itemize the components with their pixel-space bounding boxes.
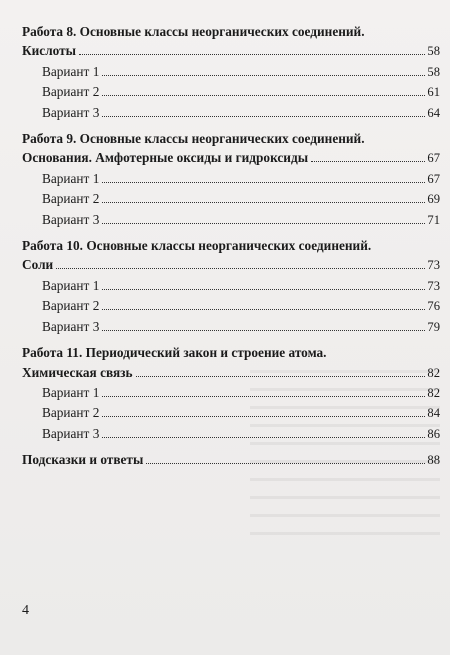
toc-variant-label: Вариант 3 — [42, 425, 100, 441]
toc-variant-label: Вариант 2 — [42, 191, 100, 207]
toc-page-number: 76 — [427, 299, 440, 314]
toc-heading-line[interactable] — [22, 129, 440, 148]
toc-variant-label: Вариант 2 — [42, 405, 100, 421]
dot-leader — [102, 95, 425, 96]
toc-heading-text: Работа 11. Периодический закон и строение атома. — [22, 345, 327, 361]
toc-heading-line[interactable] — [22, 255, 440, 275]
dot-leader — [102, 289, 425, 290]
toc-heading-line[interactable] — [22, 343, 440, 362]
dot-leader — [102, 396, 425, 397]
toc-heading-line[interactable] — [22, 41, 440, 61]
toc-variant-line[interactable] — [22, 62, 440, 82]
toc-page-number: 67 — [427, 171, 440, 186]
toc-variant-label: Вариант 1 — [42, 63, 100, 79]
toc-page-number: 82 — [427, 365, 440, 380]
toc-page-number: 61 — [427, 85, 440, 100]
toc-section — [22, 236, 440, 337]
toc-heading-text: Кислоты — [22, 43, 77, 59]
toc-heading-text: Работа 10. Основные классы неорганических соединений. — [22, 238, 372, 254]
toc-section — [22, 343, 440, 444]
toc-page-number: 71 — [427, 212, 440, 227]
toc-page-number: 67 — [427, 151, 440, 166]
toc-variant-line[interactable] — [22, 424, 440, 444]
toc-variant-label: Вариант 3 — [42, 211, 100, 227]
dot-leader — [102, 182, 425, 183]
dot-leader — [102, 330, 425, 331]
toc-variant-label: Вариант 2 — [42, 298, 100, 314]
page-number: 4 — [22, 603, 29, 618]
toc-variant-line[interactable] — [22, 169, 440, 189]
dot-leader — [102, 75, 425, 76]
toc-variant-label: Вариант 1 — [42, 170, 100, 186]
toc-section — [22, 129, 440, 230]
toc-page-number: 84 — [427, 406, 440, 421]
toc-page-number: 58 — [427, 64, 440, 79]
toc-variant-line[interactable] — [22, 189, 440, 209]
toc-page-number: 69 — [427, 192, 440, 207]
toc-variant-line[interactable] — [22, 82, 440, 102]
dot-leader — [102, 223, 425, 224]
toc-page-number: 82 — [427, 385, 440, 400]
toc-variant-label: Вариант 3 — [42, 104, 100, 120]
toc-variant-line[interactable] — [22, 210, 440, 230]
toc-variant-line[interactable] — [22, 103, 440, 123]
toc-variant-line[interactable] — [22, 317, 440, 337]
dot-leader — [102, 116, 425, 117]
toc-heading-line[interactable] — [22, 148, 440, 168]
toc-variant-label: Вариант 1 — [42, 277, 100, 293]
dot-leader — [102, 202, 425, 203]
toc-heading-line[interactable] — [22, 450, 440, 470]
toc-heading-text: Работа 8. Основные классы неорганических соединений. — [22, 24, 365, 39]
dot-leader — [102, 416, 425, 417]
table-of-contents — [22, 22, 440, 477]
toc-heading-text: Соли — [22, 257, 54, 273]
toc-variant-line[interactable] — [22, 383, 440, 403]
toc-heading-text: Основания. Амфотерные оксиды и гидроксиды — [22, 150, 309, 166]
dot-leader — [56, 268, 425, 269]
dot-leader — [102, 437, 425, 438]
toc-page-number: 73 — [427, 258, 440, 273]
toc-heading-line[interactable] — [22, 22, 440, 41]
toc-page-number: 73 — [427, 278, 440, 293]
toc-page-number: 64 — [427, 105, 440, 120]
toc-heading-text: Химическая связь — [22, 364, 133, 380]
dot-leader — [136, 376, 426, 377]
toc-page-number: 86 — [427, 426, 440, 441]
dot-leader — [102, 309, 425, 310]
toc-variant-label: Вариант 3 — [42, 318, 100, 334]
toc-variant-line[interactable] — [22, 276, 440, 296]
toc-page-number: 58 — [427, 44, 440, 59]
toc-variant-line[interactable] — [22, 296, 440, 316]
toc-heading-line[interactable] — [22, 236, 440, 255]
toc-section — [22, 22, 440, 123]
dot-leader — [146, 463, 425, 464]
toc-variant-label: Вариант 2 — [42, 84, 100, 100]
toc-variant-line[interactable] — [22, 403, 440, 423]
toc-page-number: 88 — [427, 453, 440, 468]
dot-leader — [311, 161, 425, 162]
dot-leader — [79, 54, 425, 55]
toc-page-number: 79 — [427, 319, 440, 334]
toc-heading-text: Работа 9. Основные классы неорганических соединений. — [22, 131, 365, 147]
toc-heading-text: Подсказки и ответы — [22, 452, 144, 468]
toc-variant-label: Вариант 1 — [42, 384, 100, 400]
toc-heading-line[interactable] — [22, 363, 440, 383]
toc-section — [22, 450, 440, 470]
